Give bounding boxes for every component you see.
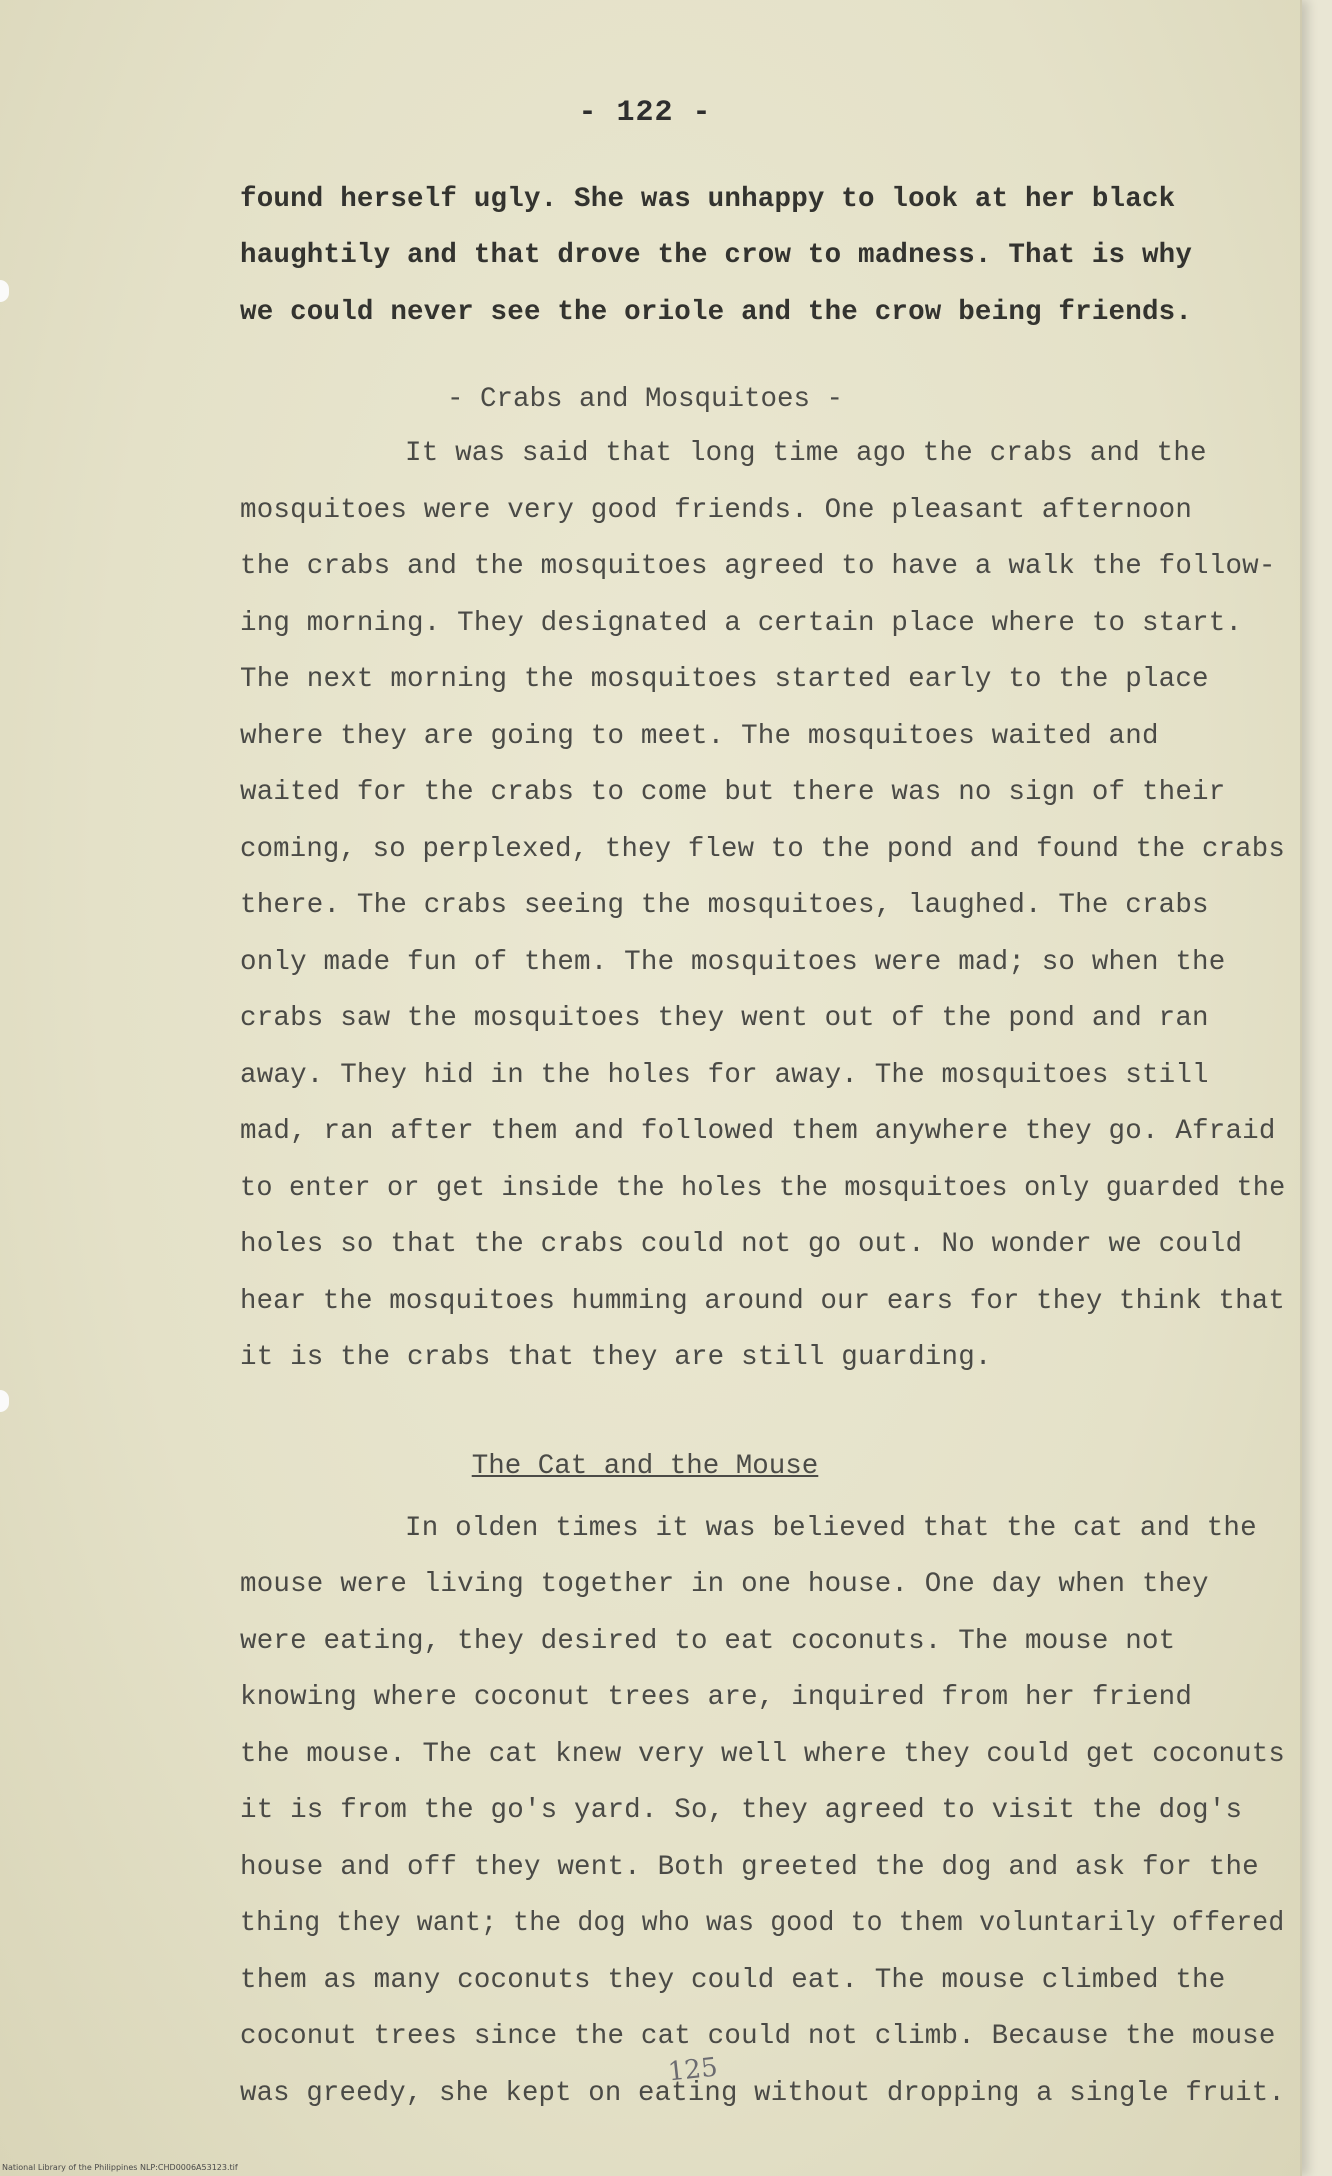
text-line: crabs saw the mosquitoes they went out of the pond and ran (240, 1003, 1209, 1034)
archive-footer: National Library of the Philippines NLP:CHD0006A53123.tif (2, 2163, 238, 2172)
text-line: coconut trees since the cat could not climb. Because the mouse (240, 2021, 1276, 2052)
text-line: hear the mosquitoes humming around our ears for they think that (240, 1286, 1285, 1317)
text-line: were eating, they desired to eat coconuts. The mouse not (240, 1626, 1176, 1657)
text-line: it is from the go's yard. So, they agreed to visit the dog's (240, 1795, 1243, 1826)
text-line: knowing where coconut trees are, inquired from her friend (240, 1682, 1193, 1713)
text-line: It was said that long time ago the crabs and the (405, 438, 1207, 469)
text-line: them as many coconuts they could eat. The mouse climbed the (240, 1965, 1226, 1996)
text-line: the crabs and the mosquitoes agreed to have a walk the follow- (240, 551, 1276, 582)
text-line: where they are going to meet. The mosquitoes waited and (240, 721, 1159, 752)
punch-hole (0, 1390, 9, 1412)
text-line: was greedy, she kept on eating without dropping a single fruit. (240, 2078, 1285, 2109)
section-title-cat-text: The Cat and the Mouse (471, 1451, 819, 1482)
text-line: mouse were living together in one house. One day when they (240, 1569, 1209, 1600)
text-line: coming, so perplexed, they flew to the pond and found the crabs (240, 834, 1285, 865)
text-line: ing morning. They designated a certain place where to start. (240, 608, 1243, 639)
text-line: thing they want; the dog who was good to them voluntarily offered (240, 1908, 1285, 1939)
section-title-cat (0, 1451, 1290, 1482)
text-line: mosquitoes were very good friends. One pleasant afternoon (240, 495, 1193, 526)
text-line: it is the crabs that they are still guarding. (240, 1342, 992, 1373)
text-line: away. They hid in the holes for away. The mosquitoes still (240, 1060, 1209, 1091)
text-line: there. The crabs seeing the mosquitoes, laughed. The crabs (240, 890, 1209, 921)
text-line: waited for the crabs to come but there was no sign of their (240, 777, 1226, 808)
text-line: house and off they went. Both greeted the dog and ask for the (240, 1852, 1259, 1883)
text-line: found herself ugly. She was unhappy to look at her black (240, 184, 1176, 215)
text-line: the mouse. The cat knew very well where they could get coconuts (240, 1739, 1285, 1770)
text-line: The next morning the mosquitoes started early to the place (240, 664, 1209, 695)
section-title-crabs: - Crabs and Mosquitoes - (446, 384, 844, 415)
text-line: only made fun of them. The mosquitoes were mad; so when the (240, 947, 1226, 978)
page-number: - 122 - (578, 96, 712, 130)
text-line: holes so that the crabs could not go out. No wonder we could (240, 1229, 1243, 1260)
text-line: haughtily and that drove the crow to madness. That is why (240, 240, 1193, 271)
punch-hole (0, 280, 9, 302)
text-line: we could never see the oriole and the crow being friends. (240, 297, 1193, 328)
handwritten-page-note: 125 (666, 2052, 720, 2088)
text-line: to enter or get inside the holes the mosquitoes only guarded the (240, 1173, 1286, 1204)
text-line: mad, ran after them and followed them anywhere they go. Afraid (240, 1116, 1276, 1147)
text-line: In olden times it was believed that the cat and the (405, 1513, 1257, 1544)
